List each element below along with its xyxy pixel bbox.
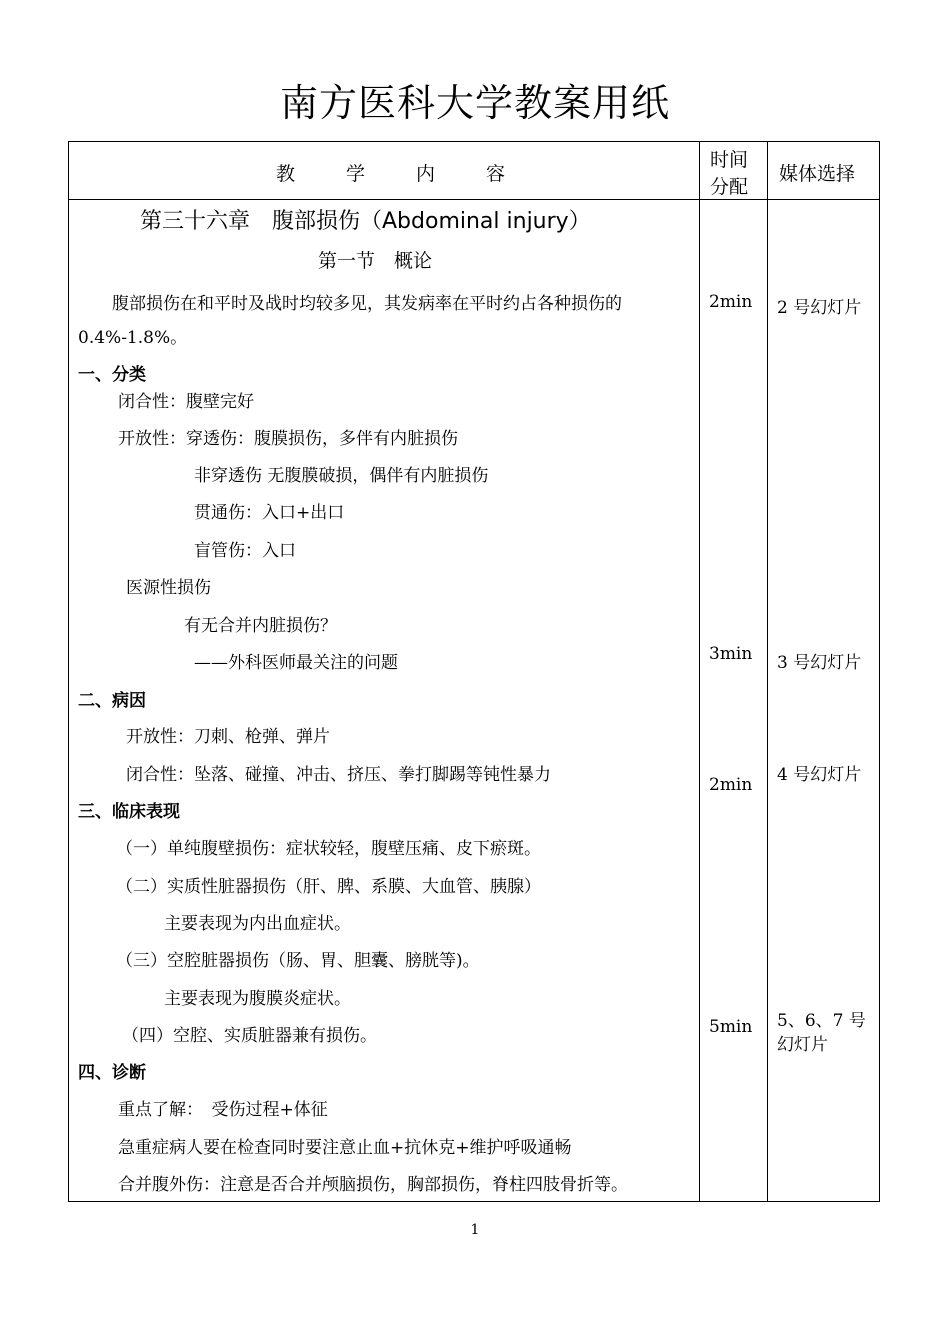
chapter-title: 第三十六章 腹部损伤（Abdominal injury） (140, 209, 591, 234)
intro-text: 腹部损伤在和平时及战时均较多见，其发病率在平时约占各种损伤的 (112, 294, 622, 314)
classification-question: 有无合并内脏损伤？ (184, 616, 337, 636)
diagnosis-combined: 合并腹外伤：注意是否合并颅脑损伤，胸部损伤，脊柱四肢骨折等。 (118, 1175, 628, 1195)
diagnosis-key: 重点了解： 受伤过程+体征 (118, 1100, 328, 1120)
header-media: 媒体选择 (779, 163, 856, 185)
classification-blind: 盲管伤：入口 (194, 541, 296, 561)
etiology-open: 开放性：刀刺、枪弹、弹片 (126, 727, 330, 747)
time-allocation: 2min (709, 775, 753, 795)
header-divider (69, 199, 879, 200)
media-selection: 3 号幻灯片 (777, 653, 862, 673)
diagnosis-urgent: 急重症病人要在检查同时要注意止血+抗休克+维护呼吸通畅 (118, 1138, 572, 1158)
etiology-closed: 闭合性：坠落、碰撞、冲击、挤压、拳打脚踢等钝性暴力 (126, 765, 551, 785)
column-divider (767, 142, 768, 1201)
clinical-item-2-sub: 主要表现为内出血症状。 (164, 914, 351, 934)
clinical-item-3-sub: 主要表现为腹膜炎症状。 (164, 989, 351, 1009)
clinical-item-1: （一）单纯腹壁损伤：症状较轻，腹壁压痛、皮下瘀斑。 (116, 839, 541, 859)
section-title: 第一节 概论 (318, 250, 433, 272)
classification-open: 开放性：穿透伤：腹膜损伤，多伴有内脏损伤 (118, 429, 458, 449)
heading-etiology: 二、病因 (78, 691, 146, 711)
clinical-item-4: （四）空腔、实质脏器兼有损伤。 (122, 1026, 377, 1046)
heading-diagnosis: 四、诊断 (78, 1063, 146, 1083)
page-number: 1 (470, 1222, 480, 1238)
classification-concern: ——外科医师最关注的问题 (194, 653, 398, 673)
time-allocation: 2min (709, 292, 753, 312)
time-allocation: 5min (709, 1017, 753, 1037)
header-teaching-content: 教 学 内 容 (276, 163, 506, 185)
classification-iatrogenic: 医源性损伤 (126, 578, 211, 598)
classification-non-penetrating: 非穿透伤 无腹膜破损，偶伴有内脏损伤 (194, 466, 489, 486)
media-selection: 5、6、7 号 (777, 1011, 866, 1031)
column-divider (699, 142, 700, 1201)
media-selection: 2 号幻灯片 (777, 298, 862, 318)
header-time-line2: 分配 (710, 176, 749, 198)
header-time-line1: 时间 (710, 149, 749, 171)
clinical-item-3: （三）空腔脏器损伤（肠、胃、胆囊、膀胱等)。 (116, 951, 480, 971)
heading-classification: 一、分类 (78, 365, 146, 385)
media-selection: 4 号幻灯片 (777, 765, 862, 785)
page-title: 南方医科大学教案用纸 (279, 81, 670, 125)
time-allocation: 3min (709, 644, 753, 664)
classification-through: 贯通伤：入口+出口 (194, 503, 345, 523)
media-selection-cont: 幻灯片 (777, 1035, 828, 1055)
heading-clinical: 三、临床表现 (78, 802, 180, 822)
clinical-item-2: （二）实质性脏器损伤（肝、脾、系膜、大血管、胰腺） (116, 877, 541, 897)
classification-closed: 闭合性：腹壁完好 (118, 392, 254, 412)
intro-text-cont: 0.4%-1.8%。 (78, 328, 188, 348)
